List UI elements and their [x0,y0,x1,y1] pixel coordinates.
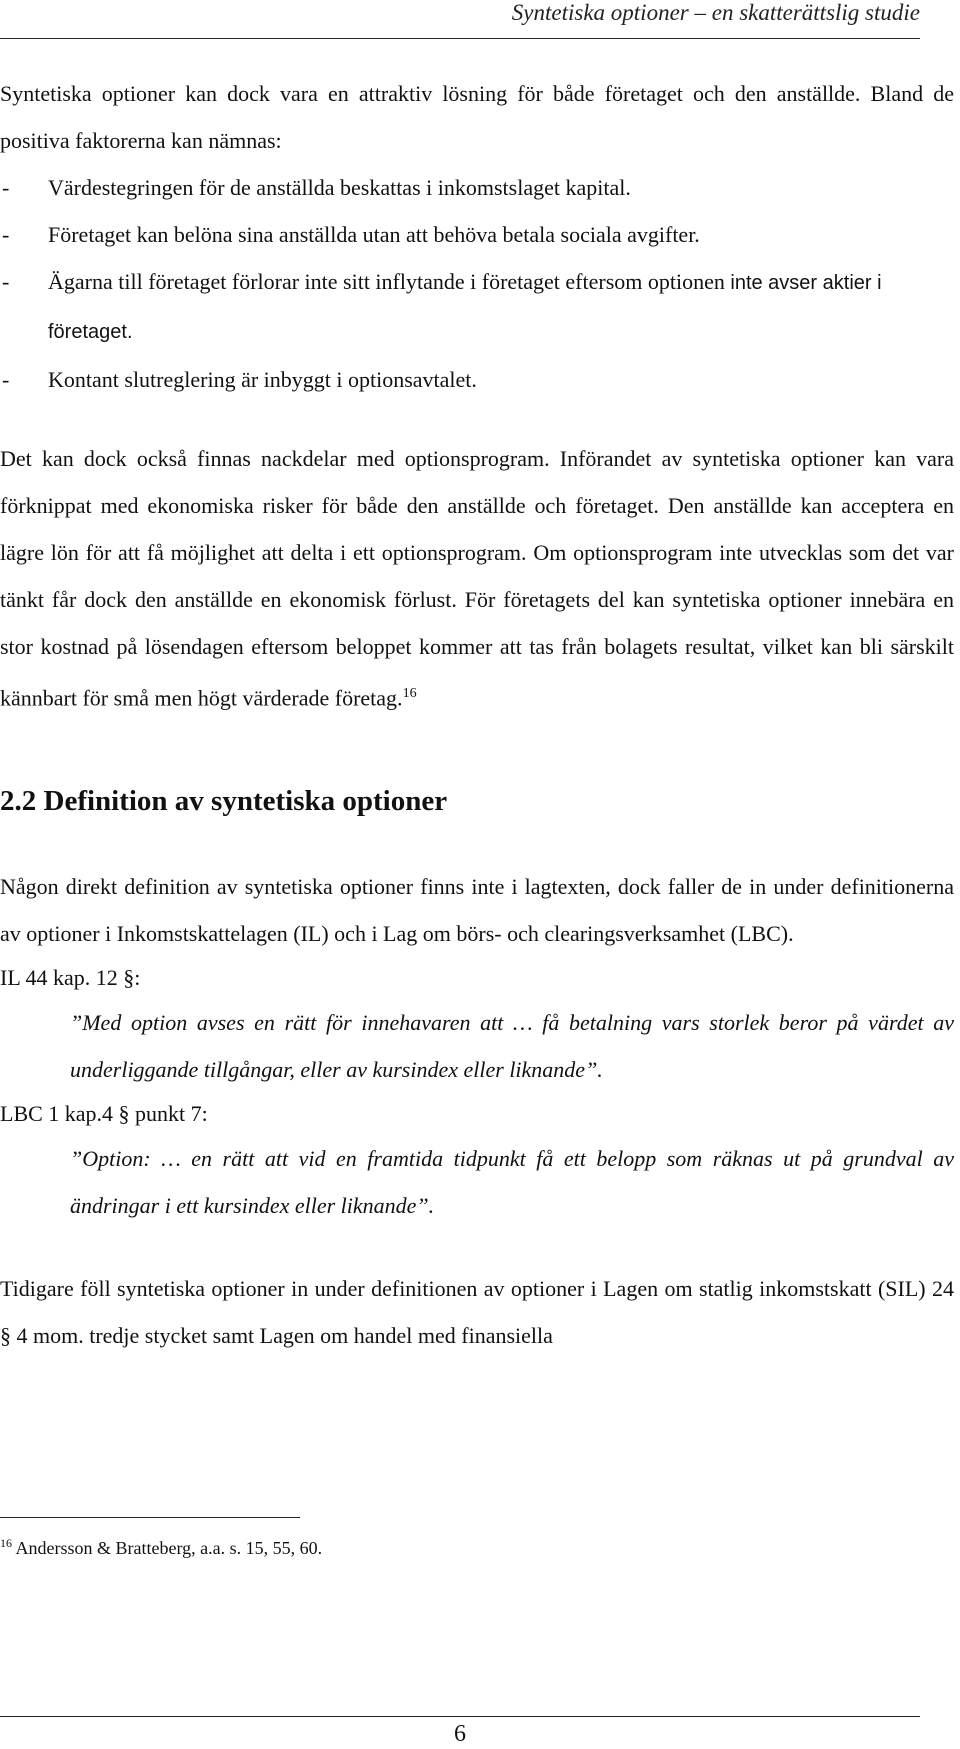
list-dash: - [2,367,10,392]
list-item [0,211,960,258]
list-item-text-line-1: Ägarna till företaget förlorar inte sitt inflytande i företaget eftersom optionen [48,269,725,294]
footnote-reference: 16 [402,686,417,701]
definition-paragraph: Någon direkt definition av syntetiska optioner finns inte i lagtexten, dock faller de in under definitionerna av optioner i Inkomstskattelagen (IL) och i Lag om börs- och clearingsverksamhet (LBC). [0,874,954,947]
main-content [0,70,960,1359]
running-header-title: Syntetiska optioner – en skatterättslig studie [511,0,920,25]
law-reference-il: IL 44 kap. 12 §: [0,965,141,991]
list-item [0,164,960,211]
list-item-text: Värdestegringen för de anställda beskattas i inkomstslaget kapital. [48,175,631,200]
page-number: 6 [454,1721,466,1747]
law-reference-lbc: LBC 1 kap.4 § punkt 7: [0,1101,208,1127]
law-quote-lbc: ”Option: … en rätt att vid en framtida tidpunkt få ett belopp som räknas ut på grundval av ändringar i ett kursindex eller liknande”. [70,1146,954,1219]
footer-divider [0,1716,920,1717]
list-item-text: Företaget kan belöna sina anställda utan att behöva betala sociala avgifter. [48,222,700,247]
list-dash: - [2,175,10,200]
list-item-text [48,258,960,356]
drawbacks-paragraph [0,435,960,721]
footnote-number: 16 [0,1536,12,1550]
list-item-text: Kontant slutreglering är inbyggt i optionsavtalet. [48,367,477,392]
list-item-text-line-2: inte avser aktier i företaget. [48,272,882,343]
list-item [0,258,960,356]
footnote-divider [0,1517,300,1518]
closing-paragraph: Tidigare föll syntetiska optioner in under definitionen av optioner i Lagen om statlig inkomstskatt (SIL) 24 § 4 mom. tredje stycket samt Lagen om handel med finansiella [0,1276,954,1349]
footnote [0,1530,322,1561]
section-heading: 2.2 Definition av syntetiska optioner [0,785,448,818]
law-quote-il: ”Med option avses en rätt för innehavaren att … få betalning vars storlek beror på värdet av underliggande tillgångar, eller av kursindex eller liknande”. [70,1010,954,1083]
intro-paragraph: Syntetiska optioner kan dock vara en attraktiv lösning för både företaget och den anställde. Bland de positiva faktorerna kan nämnas: [0,81,954,153]
list-dash: - [2,222,10,247]
list-item [0,356,960,403]
list-dash: - [2,269,10,294]
page-header [0,0,920,39]
drawbacks-text: Det kan dock också finnas nackdelar med optionsprogram. Införandet av syntetiska optioner kan vara förknippat med ekonomiska risker för både den anställde och företaget. Den anställde kan acceptera en lägre lön för att få möjlighet att delta i ett optionsprogram. Om optionsprogram inte utvecklas som det var tänkt får dock den anställde en ekonomisk förlust. För företagets del kan syntetiska optioner innebära en stor kostnad på lösendagen eftersom beloppet kommer att tas från bolagets resultat, vilket kan bli särskilt kännbart för små men högt värderade företag. [0,446,954,711]
footnote-text: Andersson & Bratteberg, a.a. s. 15, 55, 60. [12,1538,323,1558]
